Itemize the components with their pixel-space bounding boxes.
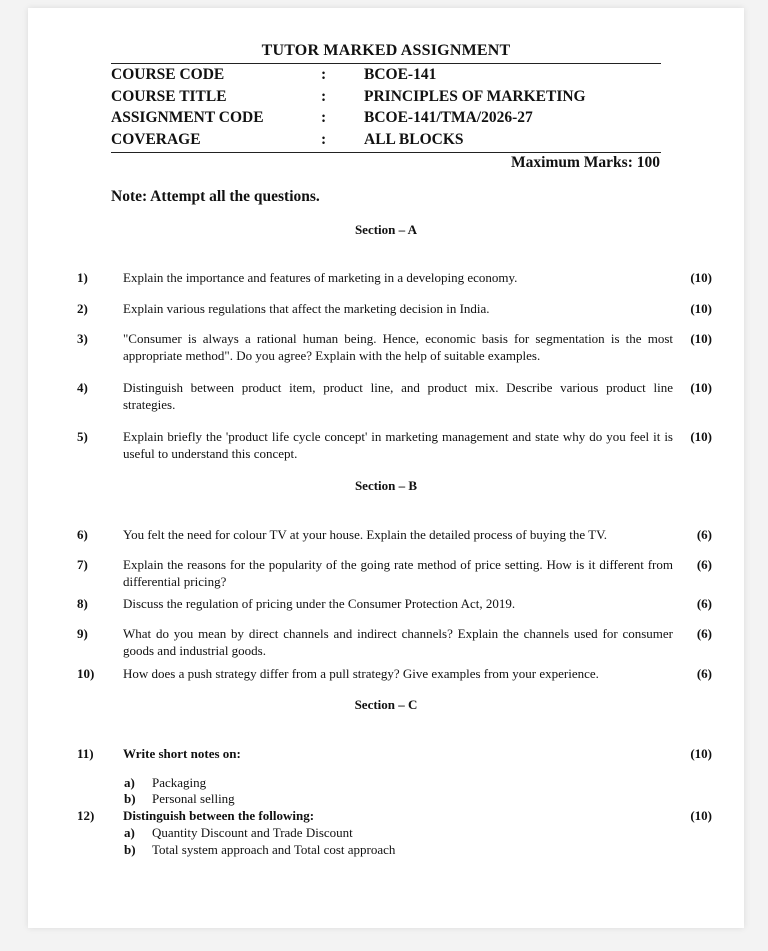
question-text: How does a push strategy differ from a pull strategy? Give examples from your experience. [123, 666, 599, 681]
sub-question-text: Quantity Discount and Trade Discount [152, 825, 353, 840]
question-marks: (6) [696, 527, 712, 542]
question-text: What do you mean by direct channels and indirect channels? Explain the channels used for consumer goods and industrial goods. [123, 626, 673, 658]
question-text: Distinguish between the following: [123, 808, 315, 823]
question-text: Distinguish between product item, product line, and product mix. Describe various product line strategies. [123, 380, 673, 412]
sub-question-label: b) [124, 791, 136, 806]
sub-question [124, 791, 235, 807]
course-title-row [111, 87, 661, 109]
row-value: ALL BLOCKS [364, 130, 464, 148]
section-b-heading: Section – B [354, 478, 418, 493]
question-number: 2) [77, 301, 88, 316]
question-marks: (10) [690, 270, 712, 285]
question-number: 10) [77, 666, 95, 681]
document-title: TUTOR MARKED ASSIGNMENT [261, 42, 511, 59]
question-marks: (10) [690, 429, 712, 444]
question-text: Write short notes on: [123, 746, 241, 761]
question-text: Discuss the regulation of pricing under the Consumer Protection Act, 2019. [123, 596, 516, 611]
question-marks: (10) [690, 746, 712, 761]
instruction-note: Note: Attempt all the questions. [111, 188, 320, 205]
sub-question [124, 842, 395, 858]
maximum-marks: Maximum Marks: 100 [511, 154, 660, 171]
question-marks: (10) [690, 380, 712, 395]
section-a-heading: Section – A [354, 222, 418, 237]
question-number: 1) [77, 270, 88, 285]
row-value: BCOE-141/TMA/2026-27 [364, 109, 533, 126]
sub-question-label: a) [124, 825, 135, 840]
section-c-heading: Section – C [354, 697, 418, 712]
question-number: 11) [77, 746, 94, 761]
sub-question [124, 825, 353, 841]
row-label: COVERAGE [111, 130, 201, 148]
assignment-code-row [111, 108, 661, 130]
question-number: 9) [77, 626, 88, 641]
row-label: COURSE TITLE [111, 87, 227, 105]
question-marks: (10) [690, 331, 712, 346]
question-number: 3) [77, 331, 88, 346]
question-marks: (6) [696, 666, 712, 681]
question-number: 12) [77, 808, 95, 823]
sub-question [124, 775, 206, 791]
question-text: Explain the importance and features of marketing in a developing economy. [123, 270, 518, 285]
question-marks: (10) [690, 301, 712, 316]
sub-question-label: a) [124, 775, 135, 790]
row-colon: : [321, 130, 327, 148]
question-number: 8) [77, 596, 88, 611]
question-marks: (6) [696, 626, 712, 641]
question-text: Explain the reasons for the popularity of the going rate method of price setting. How is it different from differential pricing? [123, 557, 673, 589]
row-value: PRINCIPLES OF MARKETING [364, 87, 586, 105]
question-text: Explain briefly the 'product life cycle concept' in marketing management and state why do you feel it is useful to understand this concept. [123, 429, 673, 461]
question-number: 4) [77, 380, 88, 395]
question-marks: (6) [696, 557, 712, 572]
question-text: You felt the need for colour TV at your house. Explain the detailed process of buying the TV. [123, 527, 608, 542]
row-label: COURSE CODE [111, 66, 225, 83]
question-text: Explain various regulations that affect the marketing decision in India. [123, 301, 490, 316]
sub-question-text: Packaging [152, 775, 207, 790]
sub-question-text: Personal selling [152, 791, 235, 806]
question-marks: (10) [690, 808, 712, 823]
question-number: 7) [77, 557, 88, 572]
course-code-row [111, 65, 661, 87]
row-value: BCOE-141 [364, 66, 437, 83]
sub-question-text: Total system approach and Total cost approach [152, 842, 396, 857]
question-marks: (6) [696, 596, 712, 611]
question-number: 5) [77, 429, 88, 444]
assignment-page [28, 8, 744, 928]
row-label: ASSIGNMENT CODE [111, 109, 264, 126]
row-colon: : [321, 109, 327, 126]
row-colon: : [321, 66, 327, 83]
coverage-row [111, 130, 661, 152]
course-info-table [111, 63, 661, 153]
sub-question-label: b) [124, 842, 136, 857]
question-number: 6) [77, 527, 88, 542]
question-text: "Consumer is always a rational human being. Hence, economic basis for segmentation is the most appropriate method". Do you agree? Explain with the help of suitable examples. [123, 331, 673, 363]
row-colon: : [321, 87, 327, 105]
